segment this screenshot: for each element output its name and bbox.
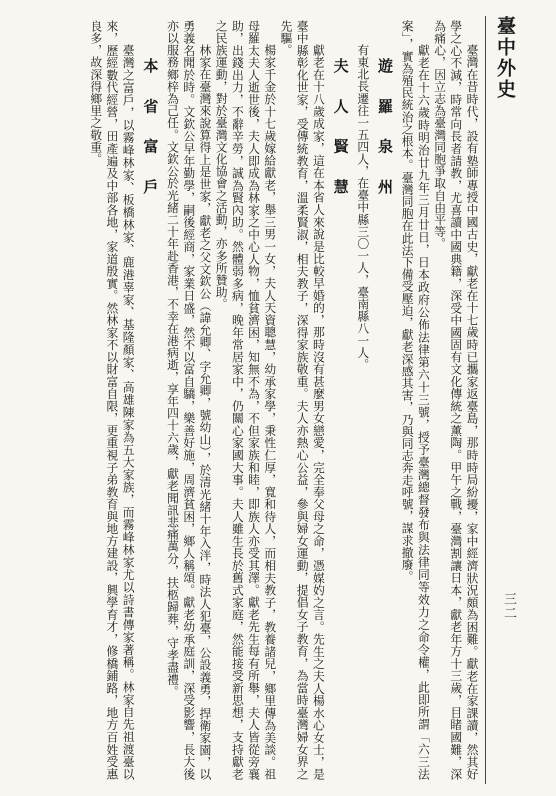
section-heading: 本 省 富 戶 [141,57,160,204]
paragraph: 臺灣之富戶，以霧峰林家、板橋林家、鹿港辜家、基隆顏家、高雄陳家為五大家族，而霧峰林家尤以詩書傳家著稱。林家自先祖渡臺以來，歷經數代經營，田產遍及中部各地，家道殷實。然林家不以財富自限，更重視子弟教育與地方建設，興學育才，修橋鋪路，地方百姓受惠良多，故深得鄉里之敬重。 [88,20,136,780]
paragraph: 有東北長遷往一五四人，在臺中縣三〇一人，臺南縣八一人。 [355,43,370,371]
section-heading: 遊 羅 泉 州 [375,57,394,204]
running-title: 臺中外史 [494,16,516,100]
paragraph: 獻老在十六歲時明治廿九年三月廿日，日本政府公佈法律第六十三號，授予臺灣總督發布與法律同等效力之命令權，此即所謂「六三法案」，實為殖民統治之根本。臺灣同胞在此法下備受壓迫，獻老深感其害，乃與同志奔走呼號，謀求撤廢。 [400,20,431,780]
header-rule [485,16,486,784]
paragraph: 林家在臺灣來說算得上是世家，獻老之父文欽公（諱允卿、字允卿，號幼山），於清光緒十年入泮，時法人犯臺，公設義勇，捍衛家園，以勇義名聞於時。文欽公早年勤學，嗣後經商，家業日盛，然不以富自驕，樂善好施，周濟貧困，鄉人稱頌。獻老幼承庭訓，深受影響，長大後亦以服務鄉梓為己任。文欽公於光緒二十年赴香港，不幸在港病逝，享年四十六歲，獻老聞訊悲痛萬分，扶柩歸葬，守孝盡禮。 [165,20,212,780]
section-heading: 夫 人 賢 慧 [331,57,350,204]
vertical-text-body [20,20,480,780]
paragraph: 楊家千金於十七歲嫁給獻老，舉三男一女，夫人天資聰慧，幼承家學，秉性仁厚，寬和待人，而相夫教子，教養諸兒，鄉里傳為美談。祖母羅太夫人逝世後，夫人即成為林家之中心人物，恤貧濟困，知無不為，不但家族和睦，即族人亦受其澤。獻老先生每有所舉，夫人皆從旁襄助，出錢出力，不辭辛勞，誠為賢內助。然體弱多病，晚年常居家中，仍關心家國大事。夫人雖生長於舊式家庭，然能接受新思想，支持獻老之民族運動，對於臺灣文化協會之活動，亦多所贊助。 [214,20,277,780]
paragraph: 臺灣在昔時代，設有塾師專授中國古史，獻老在十七歲時已攜家返臺島，那時時局紛擾，家中經濟狀況頗為困難。獻老在家課讀，然其好學之心不減，時常向長者請教，尤喜讀中國典籍，深受中國固有文化傳統之薰陶。甲午之戰，臺灣割讓日本，獻老年方十三歲，目睹國難，深為痛心，因立志為臺灣同胞爭取自由平等。 [432,20,479,780]
paragraph: 獻老在十八歲成家，這在本省人來說是比較早婚的，那時沒有甚麼男女戀愛，完全奉父母之命，憑媒妁之言。先生之夫人楊水心女士，是臺中縣彰化世家，受傳統教育，溫柔賢淑，相夫教子，深得家族敬重。夫人亦熱心公益，參與婦女運動，提倡女子教育，為當時臺灣婦女界之先驅。 [278,20,326,780]
page-number: 三二 [501,592,516,620]
